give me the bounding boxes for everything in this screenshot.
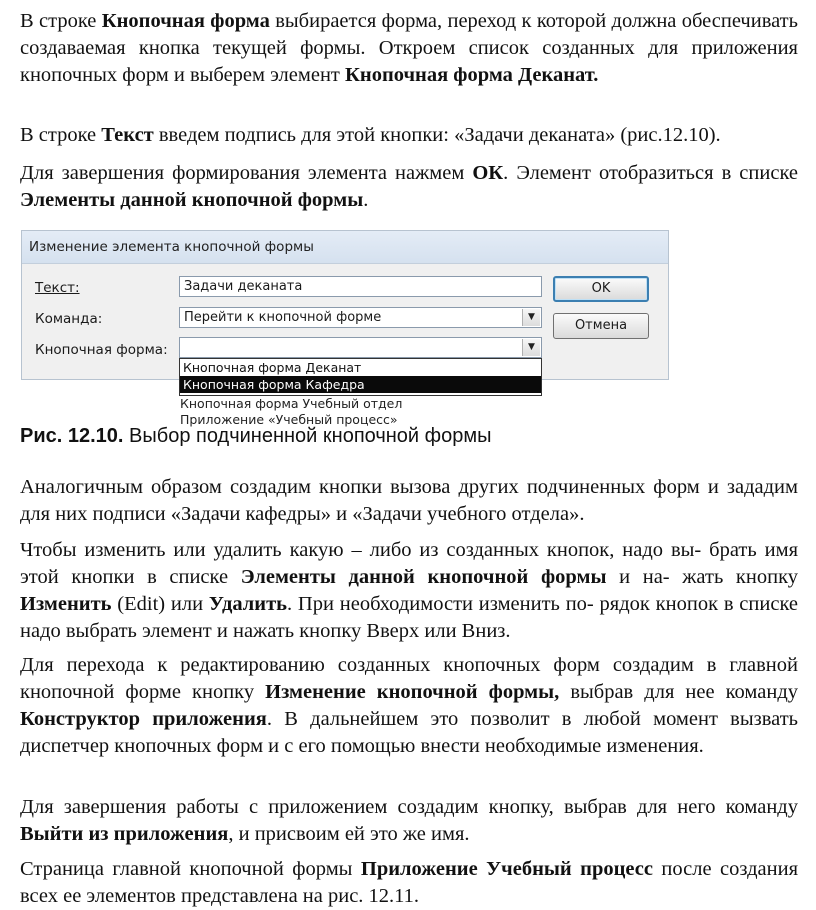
dropdown-item[interactable]: Приложение «Учебный процесс» (180, 412, 398, 427)
text: . В дальнейшем это позволит в любой момент вызвать диспетчер кнопочных форм и с его помощью внести необходимые изменения. (20, 708, 804, 757)
bold-term: Кнопочная форма Деканат. (345, 64, 599, 86)
dropdown-item-selected[interactable]: Кнопочная форма Кафедра (180, 376, 541, 393)
text: . Элемент отобразиться в списке (503, 162, 804, 184)
figure-caption-text: Выбор подчиненной кнопочной формы (123, 425, 492, 447)
text: В строке (20, 10, 102, 32)
form-combobox[interactable] (179, 337, 542, 358)
command-value: Перейти к кнопочной форме (184, 310, 382, 325)
text: (Edit) или (111, 593, 209, 615)
cancel-button[interactable]: Отмена (553, 313, 649, 339)
paragraph-7 (20, 794, 804, 848)
bold-term: Кнопочная форма (101, 10, 270, 32)
figure-number: Рис. 12.10. (20, 425, 124, 447)
bold-term: Изменение кнопочной формы, (265, 681, 560, 703)
paragraph-1 (20, 8, 804, 89)
text: , и присвоим ей это же имя. (228, 823, 470, 845)
paragraph-2 (20, 122, 798, 149)
chevron-down-icon[interactable]: ▼ (522, 309, 540, 326)
ok-button[interactable]: OK (553, 276, 649, 302)
bold-term: Текст (101, 124, 154, 146)
bold-term: Элементы данной кнопочной формы (20, 189, 364, 211)
text-label (35, 280, 80, 296)
bold-term: ОК (472, 162, 504, 184)
text: введем подпись для этой кнопки: «Задачи деканата» (рис.12.10). (153, 124, 721, 146)
text: Чтобы изменить или удалить какую – либо из созданных кнопок, надо вы- брать имя этой кнопки в списке (20, 539, 804, 588)
text: Аналогичным образом создадим кнопки вызова других подчиненных форм и зададим для них подписи «Задачи кафедры» и «Задачи учебного отдела». (20, 476, 804, 525)
paragraph-8 (20, 856, 804, 910)
bold-term: Элементы данной кнопочной формы (240, 566, 607, 588)
bold-term: Изменить (20, 593, 112, 615)
paragraph-4 (20, 474, 804, 528)
text: В строке (20, 124, 102, 146)
command-label: Команда: (35, 311, 103, 327)
text-input[interactable] (179, 276, 542, 297)
text: Для завершения формирования элемента нажмем (20, 162, 473, 184)
chevron-down-icon[interactable]: ▼ (522, 339, 540, 356)
dropdown-item[interactable]: Кнопочная форма Учебный отдел (180, 396, 403, 411)
text: Для перехода к редактированию созданных кнопочных форм создадим в главной кнопочной форме кнопку (20, 654, 804, 703)
bold-term: Конструктор приложения (20, 708, 267, 730)
text: . При необходимости изменить по- рядок кнопок в списке надо выбрать элемент и нажать кнопку Вверх или Вниз. (20, 593, 804, 642)
text: Страница главной кнопочной формы (20, 858, 361, 880)
form-dropdown-list (179, 358, 542, 396)
text: после создания всех ее элементов представлена на рис. 12.11. (20, 858, 804, 907)
command-combobox[interactable] (179, 307, 542, 328)
text-input-value: Задачи деканата (184, 279, 303, 294)
text-label-text: Текст: (35, 280, 80, 296)
paragraph-6 (20, 652, 804, 760)
text: выбирается форма, переход к которой должна обеспечивать создаваемая кнопка текущей формы. Откроем список созданных для приложения кнопочных форм и выберем элемент (20, 10, 804, 86)
dialog-title: Изменение элемента кнопочной формы (29, 239, 314, 255)
dialog-title-bar (22, 231, 668, 264)
paragraph-5 (20, 537, 804, 645)
dropdown-item[interactable]: Кнопочная форма Деканат (183, 360, 362, 375)
bold-term: Удалить (208, 593, 287, 615)
text: Для завершения работы с приложением создадим кнопку, выбрав для него команду (20, 796, 804, 818)
figure-caption (20, 425, 491, 448)
form-label: Кнопочная форма: (35, 342, 168, 358)
paragraph-3 (20, 160, 804, 214)
bold-term: Выйти из приложения (20, 823, 229, 845)
text: и на- жать кнопку (606, 566, 804, 588)
bold-term: Приложение Учебный процесс (360, 858, 653, 880)
text: . (363, 189, 369, 211)
text: выбрав для нее команду (559, 681, 804, 703)
